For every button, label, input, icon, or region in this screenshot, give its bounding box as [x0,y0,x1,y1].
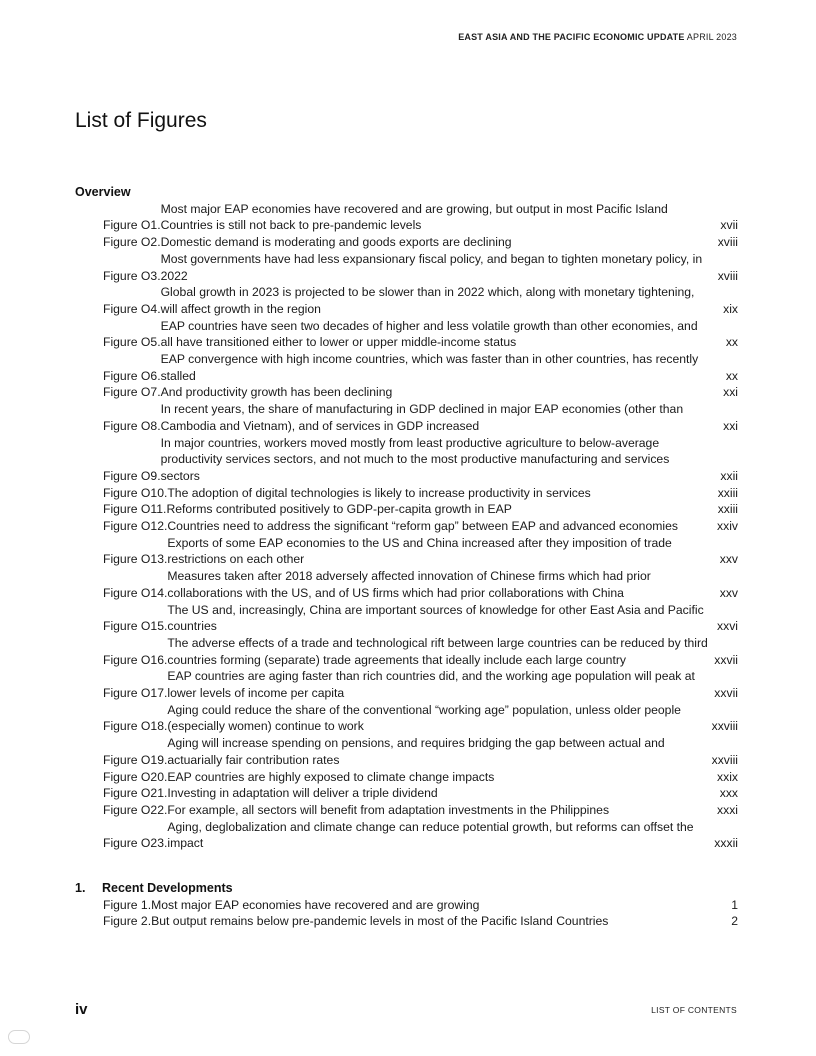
list-item[interactable] [75,568,738,601]
list-item[interactable] [75,501,738,518]
figure-caption: And productivity growth has been declining [160,385,393,400]
list-item[interactable] [75,602,738,635]
section-recent-developments [75,880,738,930]
figure-label: Figure O3. [103,268,161,283]
list-item[interactable] [75,668,738,701]
page-reference: xxix [717,769,738,784]
list-item[interactable] [75,785,738,802]
figure-caption: Global growth in 2023 is projected to be slower than in 2022 which, along with monetary tightening, will affect growth in the region [160,285,695,316]
figure-label: Figure O4. [103,301,161,316]
figure-label: Figure O13. [103,552,168,567]
page-reference: xxii [720,468,738,483]
page-title: List of Figures [75,109,207,132]
figure-list [75,201,738,852]
figure-label: Figure O12. [103,519,168,534]
list-item[interactable] [75,251,738,284]
list-item[interactable] [75,401,738,434]
list-item[interactable] [75,635,738,668]
figure-label: Figure O18. [103,719,168,734]
page-reference: 2 [731,914,738,929]
page-reference: xix [723,301,738,316]
section-number: 1. [75,881,86,895]
page-reference: xxvi [717,619,738,634]
figure-caption: Aging, deglobalization and climate change can reduce potential growth, but reforms can offset the impact [167,819,694,851]
page-reference: xxxii [714,836,738,851]
figure-caption: In recent years, the share of manufacturing in GDP declined in major EAP economies (other than Cambodia and Vietnam), and of services in GDP increased [160,402,684,433]
figure-caption: Exports of some EAP economies to the US and China increased after they imposition of trade restrictions on each other [167,535,672,567]
figure-label: Figure 1. [103,897,152,912]
page-reference: xxvii [714,686,738,701]
figure-caption: EAP countries are aging faster than rich countries did, and the working age population will peak at lower levels of income per capita [167,669,695,701]
figure-caption: Aging will increase spending on pensions, and requires bridging the gap between actual and actuarially fair contribution rates [167,736,665,767]
figure-label: Figure O16. [103,652,168,667]
figure-caption: Domestic demand is moderating and goods exports are declining [160,235,512,250]
figure-label: Figure O19. [103,752,168,767]
figure-caption: But output remains below pre-pandemic levels in most of the Pacific Island Countries [151,914,609,929]
figure-caption: EAP convergence with high income countries, which was faster than in other countries, has recently stalled [160,352,699,383]
list-item[interactable] [75,234,738,251]
page-reference: xxviii [711,752,738,767]
page-number: iv [75,1001,88,1018]
figure-caption: Most major EAP economies have recovered and are growing [151,897,480,912]
figure-caption: In major countries, workers moved mostly from least productive agriculture to below-average productivity services sectors, and not much to the most productive manufacturing and services sectors [160,435,670,483]
section-heading [75,880,738,897]
figure-caption: The US and, increasingly, China are important sources of knowledge for other East Asia and Pacific countries [167,602,704,634]
page-reference: xviii [717,268,738,283]
figure-label: Figure O11. [103,502,167,517]
page-reference: xvii [720,218,738,233]
list-item[interactable] [75,485,738,502]
page-reference: xxv [719,585,738,600]
list-item[interactable] [75,284,738,317]
list-item[interactable] [75,201,738,234]
page-reference: xxviii [711,719,738,734]
list-item[interactable] [75,802,738,819]
figure-caption: Reforms contributed positively to GDP-per-capita growth in EAP [166,502,512,517]
figure-label: Figure O15. [103,619,168,634]
list-item[interactable] [75,518,738,535]
figure-label: Figure O17. [103,686,168,701]
page-reference: 1 [731,897,738,912]
list-item[interactable] [75,897,738,914]
figure-label: Figure O1. [103,218,161,233]
page-reference: xxv [719,552,738,567]
figure-label: Figure O22. [103,803,168,817]
list-item[interactable] [75,535,738,568]
page-reference: xxvii [714,652,738,667]
running-head [458,32,737,42]
list-item[interactable] [75,735,738,768]
figure-label: Figure O20. [103,769,168,784]
figure-label: Figure O21. [103,786,168,801]
figure-label: Figure 2. [103,914,152,929]
section-title: Overview [75,185,131,199]
running-head-date: APRIL 2023 [686,32,737,42]
list-item[interactable] [75,384,738,401]
figure-label: Figure O23. [103,836,168,851]
figure-label: Figure O10. [103,485,168,500]
figure-caption: Measures taken after 2018 adversely affected innovation of Chinese firms which had prior collaborations with the US, and of US firms which had prior collaborations with China [167,569,651,600]
figure-caption: Investing in adaptation will deliver a triple dividend [167,786,438,801]
list-item[interactable] [75,769,738,786]
figure-list [75,897,738,930]
page-reference: xviii [717,235,738,250]
figure-label: Figure O8. [103,418,161,433]
list-item[interactable] [75,913,738,930]
page-reference: xx [725,368,738,383]
figure-caption: Countries need to address the significant “reform gap” between EAP and advanced economies [167,519,678,534]
figure-caption: Most major EAP economies have recovered and are growing, but output in most Pacific Island Countries is still not back to pre-pandemic levels [160,201,668,233]
figure-label: Figure O7. [103,385,161,400]
figure-caption: For example, all sectors will benefit from adaptation investments in the Philippines [167,803,610,817]
figure-caption: Aging could reduce the share of the conventional “working age” population, unless older people (especially women) continue to work [167,702,681,734]
figure-caption: The adoption of digital technologies is likely to increase productivity in services [167,485,591,500]
list-item[interactable] [75,819,738,852]
list-item[interactable] [75,435,738,485]
page-reference: xxx [719,786,738,801]
figure-label: Figure O14. [103,585,168,600]
section-overview [75,184,738,852]
list-item[interactable] [75,318,738,351]
section-title: Recent Developments [102,881,233,895]
list-item[interactable] [75,702,738,735]
figure-label: Figure O2. [103,235,161,250]
figure-label: Figure O6. [103,368,161,383]
figure-caption: Most governments have had less expansionary fiscal policy, and began to tighten monetary policy, in 2022 [160,251,703,283]
footer-section-label: LIST OF CONTENTS [651,1005,737,1015]
figure-label: Figure O9. [103,468,161,483]
list-item[interactable] [75,351,738,384]
watermark-logo-icon [8,1030,30,1044]
page-reference: xxiii [717,485,738,500]
watermark [8,1030,30,1044]
page-reference: xxxi [717,803,738,817]
page-reference: xxiv [717,519,738,534]
figure-caption: EAP countries have seen two decades of higher and less volatile growth than other economies, and all have transitioned either to lower or upper middle-income status [160,318,698,350]
section-heading [75,184,738,201]
page-reference: xxiii [717,502,738,517]
running-head-title: EAST ASIA AND THE PACIFIC ECONOMIC UPDATE [458,32,685,42]
figure-caption: EAP countries are highly exposed to climate change impacts [167,769,495,784]
figure-caption: The adverse effects of a trade and technological rift between large countries can be reduced by third countries forming (separate) trade agreements that ideally include each large country [167,635,708,667]
page-reference: xx [725,335,738,350]
page-reference: xxi [723,418,738,433]
figure-label: Figure O5. [103,335,161,350]
page-reference: xxi [723,385,738,400]
